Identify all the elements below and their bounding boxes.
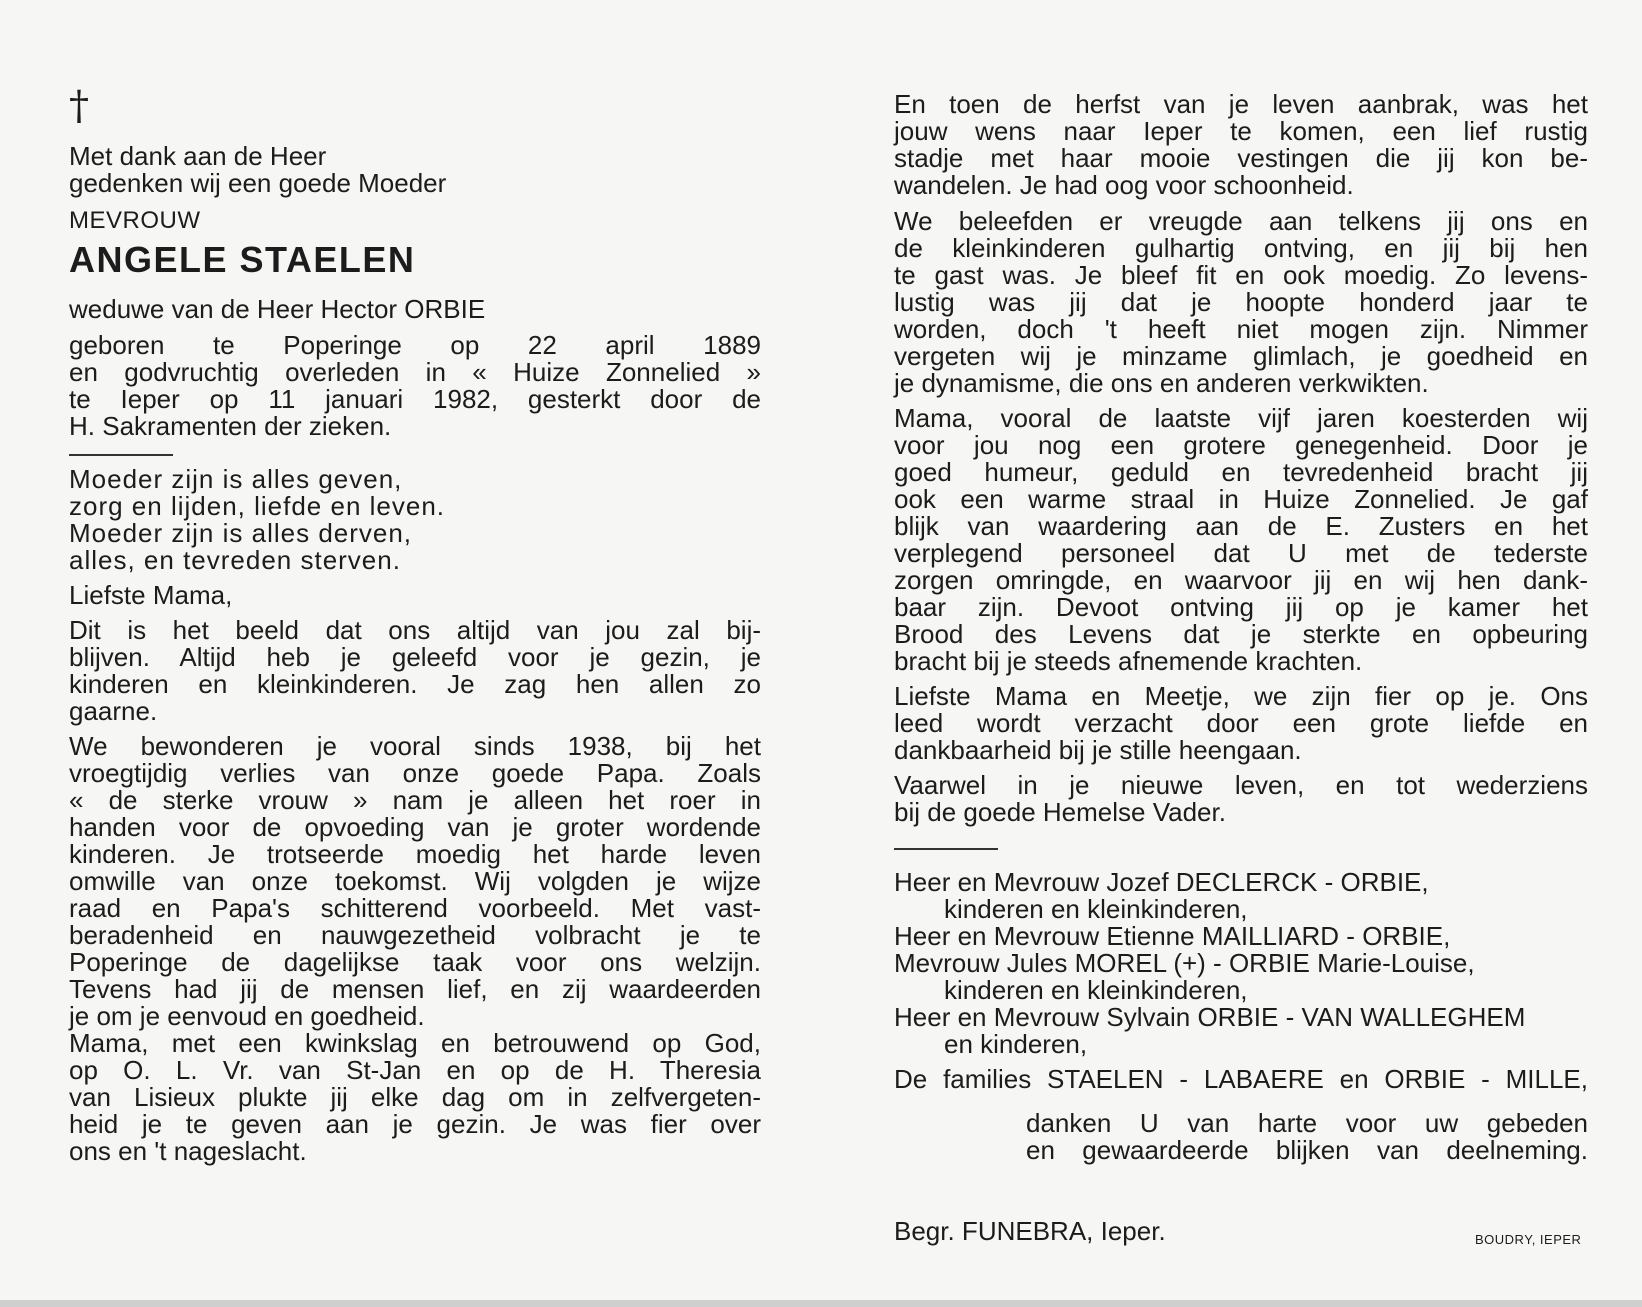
undertaker: Begr. FUNEBRA, Ieper. bbox=[894, 1216, 1166, 1246]
text-line: Dit is het beeld dat ons altijd van jou zal bij- bbox=[69, 615, 761, 645]
text-line: handen voor de opvoeding van je groter wordende bbox=[69, 812, 761, 842]
paragraph bbox=[69, 733, 761, 1030]
greeting: Liefste Mama, bbox=[69, 580, 233, 610]
text-line: je om je eenvoud en goedheid. bbox=[69, 1001, 425, 1031]
family-line: Heer en Mevrouw Sylvain ORBIE - VAN WALLEGHEM bbox=[894, 1002, 1526, 1032]
text-line: geboren te Poperinge op 22 april 1889 bbox=[69, 330, 761, 360]
text-line: « de sterke vrouw » nam je alleen het roer in bbox=[69, 785, 761, 815]
text-line: voor jou nog een grotere genegenheid. Door je bbox=[894, 430, 1588, 460]
text-line: Vaarwel in je nieuwe leven, en tot wederziens bbox=[894, 770, 1588, 800]
text-line: Tevens had jij de mensen lief, en zij waardeerden bbox=[69, 974, 761, 1004]
deceased-name: ANGELE STAELEN bbox=[69, 239, 416, 280]
family-line: en kinderen, bbox=[944, 1029, 1088, 1059]
text-line: te gast was. Je bleef fit en ook moedig. Zo levens- bbox=[894, 260, 1588, 290]
text-line: op O. L. Vr. van St-Jan en op de H. Theresia bbox=[69, 1055, 761, 1085]
text-line: blijven. Altijd heb je geleefd voor je gezin, je bbox=[69, 642, 761, 672]
text-line: van Lisieux plukte jij elke dag om in zelfvergeten- bbox=[69, 1082, 761, 1112]
family-line: kinderen en kleinkinderen, bbox=[944, 975, 1248, 1005]
text-line: wandelen. Je had oog voor schoonheid. bbox=[894, 170, 1354, 200]
title: MEVROUW bbox=[69, 207, 201, 234]
text-line: We bewonderen je vooral sinds 1938, bij het bbox=[69, 731, 761, 761]
paragraph bbox=[894, 91, 1588, 199]
text-line: Mama, vooral de laatste vijf jaren koesterden wij bbox=[894, 403, 1588, 433]
text-line: goed humeur, geduld en tevredenheid bracht jij bbox=[894, 457, 1588, 487]
paragraph bbox=[69, 617, 761, 725]
text-line: Mama, met een kwinkslag en betrouwend op God, bbox=[69, 1028, 761, 1058]
text-line: bracht bij je steeds afnemende krachten. bbox=[894, 646, 1363, 676]
text-line: te Ieper op 11 januari 1982, gesterkt door de bbox=[69, 384, 761, 414]
text-line: worden, doch 't heeft niet mogen zijn. Nimmer bbox=[894, 314, 1588, 344]
text-line: We beleefden er vreugde aan telkens jij ons en bbox=[894, 206, 1588, 236]
text-line: stadje met haar mooie vestingen die jij kon be- bbox=[894, 143, 1588, 173]
cross-icon: † bbox=[69, 83, 89, 129]
family-line: kinderen en kleinkinderen, bbox=[944, 894, 1248, 924]
text-line: leed wordt verzacht door een grote liefde en bbox=[894, 708, 1588, 738]
paragraph bbox=[894, 208, 1588, 397]
family-line: Heer en Mevrouw Jozef DECLERCK - ORBIE, bbox=[894, 867, 1429, 897]
text-line: baar zijn. Devoot ontving jij op je kamer het bbox=[894, 592, 1588, 622]
intro bbox=[69, 143, 761, 197]
text-line: vroegtijdig verlies van onze goede Papa. Zoals bbox=[69, 758, 761, 788]
text-line: bij de goede Hemelse Vader. bbox=[894, 797, 1226, 827]
text-line: jouw wens naar Ieper te komen, een lief rustig bbox=[894, 116, 1588, 146]
thanks-line: en gewaardeerde blijken van deelneming. bbox=[1026, 1135, 1588, 1165]
text-line: heid je te geven aan je gezin. Je was fier over bbox=[69, 1109, 761, 1139]
divider bbox=[69, 454, 173, 456]
text-line: dankbaarheid bij je stille heengaan. bbox=[894, 735, 1302, 765]
text-line: zorgen omringde, en waarvoor jij en wij hen dank- bbox=[894, 565, 1588, 595]
text-line: En toen de herfst van je leven aanbrak, was het bbox=[894, 89, 1588, 119]
thanks-line: danken U van harte voor uw gebeden bbox=[1026, 1108, 1588, 1138]
family-line: De families STAELEN - LABAERE en ORBIE - MILLE, bbox=[894, 1064, 1588, 1094]
text-line: Poperinge de dagelijkse taak voor ons welzijn. bbox=[69, 947, 761, 977]
divider bbox=[894, 848, 998, 850]
widow-line: weduwe van de Heer Hector ORBIE bbox=[69, 294, 486, 324]
text-line: raad en Papa's schitterend voorbeeld. Met vast- bbox=[69, 893, 761, 923]
text-line: kinderen en kleinkinderen. Je zag hen allen zo bbox=[69, 669, 761, 699]
paragraph bbox=[894, 405, 1588, 675]
family-line: Heer en Mevrouw Etienne MAILLIARD - ORBIE, bbox=[894, 921, 1451, 951]
text-line: kinderen. Je trotseerde moedig het harde leven bbox=[69, 839, 761, 869]
paragraph bbox=[69, 1030, 761, 1165]
paragraph bbox=[894, 683, 1588, 764]
text-line: H. Sakramenten der zieken. bbox=[69, 411, 392, 441]
poem-line: zorg en lijden, liefde en leven. bbox=[69, 491, 446, 521]
intro-line: Met dank aan de Heer bbox=[69, 141, 327, 171]
text-line: vergeten wij je minzame glimlach, je goedheid en bbox=[894, 341, 1588, 371]
text-line: gaarne. bbox=[69, 696, 158, 726]
families-line bbox=[894, 1066, 1588, 1093]
text-line: lustig was jij dat je hoopte honderd jaar te bbox=[894, 287, 1588, 317]
family-line: Mevrouw Jules MOREL (+) - ORBIE Marie-Louise, bbox=[894, 948, 1475, 978]
text-line: de kleinkinderen gulhartig ontving, en jij bij hen bbox=[894, 233, 1588, 263]
thanks bbox=[1026, 1110, 1588, 1164]
text-line: Liefste Mama en Meetje, we zijn fier op je. Ons bbox=[894, 681, 1588, 711]
intro-line: gedenken wij een goede Moeder bbox=[69, 168, 447, 198]
text-line: je dynamisme, die ons en anderen verkwikten. bbox=[894, 368, 1429, 398]
text-line: ons en 't nageslacht. bbox=[69, 1136, 307, 1166]
text-line: verplegend personeel dat U met de tederste bbox=[894, 538, 1588, 568]
poem-line: Moeder zijn is alles geven, bbox=[69, 464, 403, 494]
poem-line: alles, en tevreden sterven. bbox=[69, 545, 401, 575]
text-line: omwille van onze toekomst. Wij volgden je wijze bbox=[69, 866, 761, 896]
text-line: en godvruchtig overleden in « Huize Zonnelied » bbox=[69, 357, 761, 387]
poem-line: Moeder zijn is alles derven, bbox=[69, 518, 413, 548]
text-line: blijk van waardering aan de E. Zusters en het bbox=[894, 511, 1588, 541]
paragraph bbox=[894, 772, 1588, 826]
birth-death-block bbox=[69, 332, 761, 440]
text-line: Brood des Levens dat je sterkte en opbeuring bbox=[894, 619, 1588, 649]
printer-mark: BOUDRY, IEPER bbox=[1475, 1232, 1582, 1247]
text-line: ook een warme straal in Huize Zonnelied. Je gaf bbox=[894, 484, 1588, 514]
text-line: beradenheid en nauwgezetheid volbracht je te bbox=[69, 920, 761, 950]
poem bbox=[69, 466, 761, 574]
family-list bbox=[894, 869, 1588, 1058]
